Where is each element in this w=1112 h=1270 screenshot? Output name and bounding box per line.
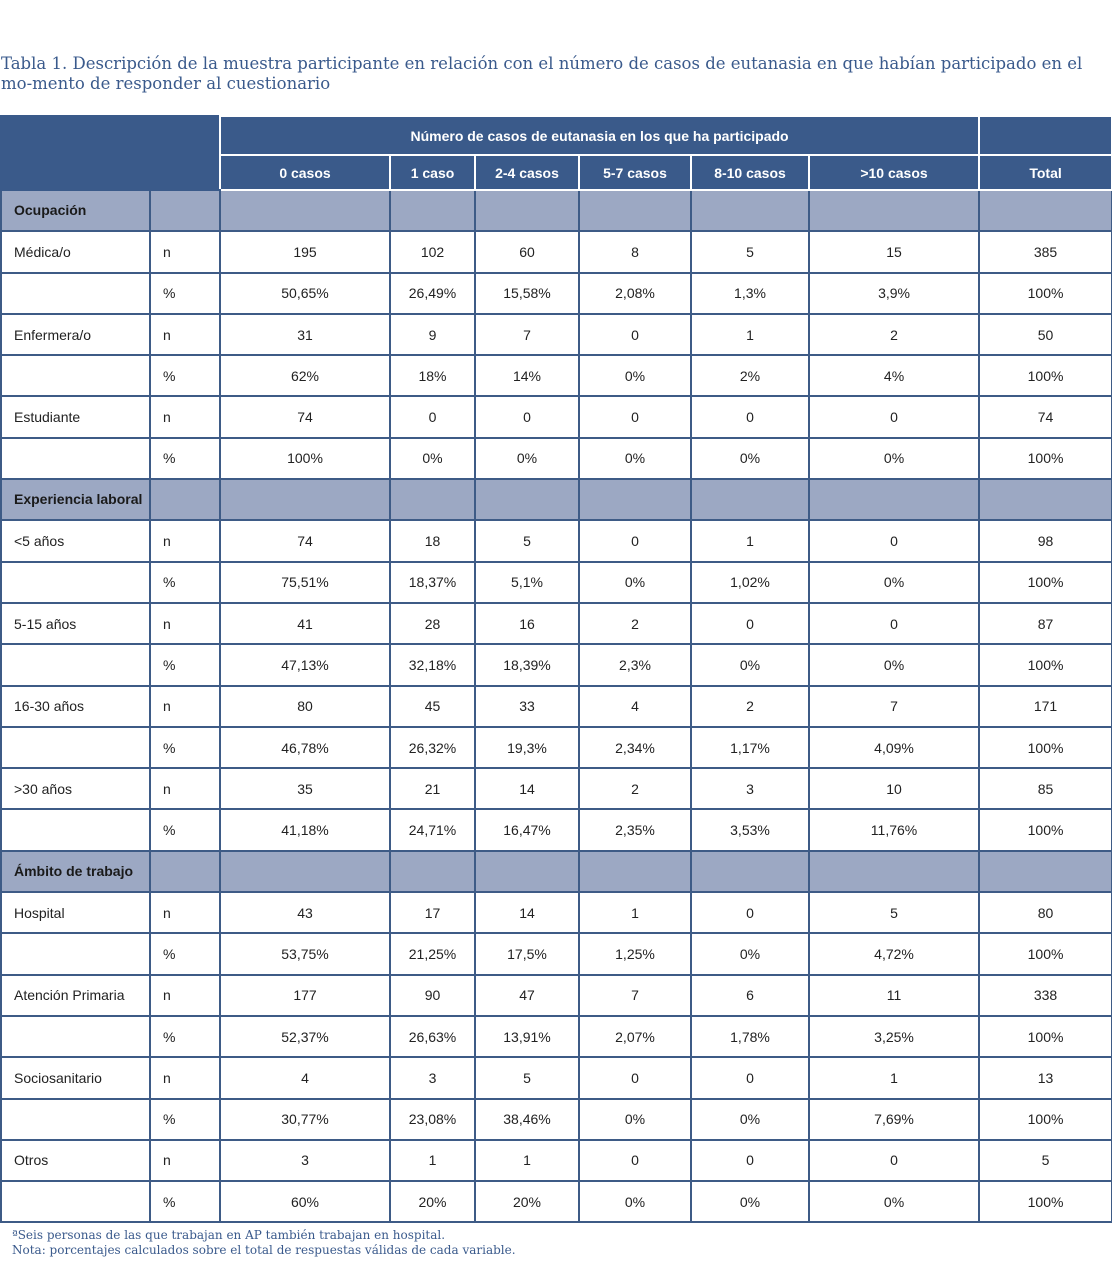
value-cell: 1 [691, 314, 809, 355]
row-unit: % [150, 1181, 220, 1222]
value-cell: 0% [809, 1181, 979, 1222]
table-row [1, 644, 1112, 685]
value-cell: 0% [809, 438, 979, 479]
row-label: <5 años [1, 520, 150, 561]
value-cell: 14% [475, 355, 579, 396]
value-cell: 31 [220, 314, 390, 355]
row-label: Atención Primaria [1, 975, 150, 1016]
value-cell: 47,13% [220, 644, 390, 685]
row-label [1, 273, 150, 314]
section-label: Ocupación [1, 190, 150, 231]
section-empty-cell [390, 851, 475, 892]
value-cell: 4,09% [809, 727, 979, 768]
value-cell: 98 [979, 520, 1112, 561]
value-cell: 2 [579, 768, 691, 809]
row-unit: n [150, 396, 220, 437]
value-cell: 100% [979, 1181, 1112, 1222]
table-row [1, 933, 1112, 974]
value-cell: 80 [220, 686, 390, 727]
value-cell: 100% [979, 1099, 1112, 1140]
section-empty-cell [220, 190, 390, 231]
value-cell: 0 [579, 1057, 691, 1098]
value-cell: 0 [691, 1140, 809, 1181]
row-label: Médica/o [1, 231, 150, 272]
section-empty-cell [809, 190, 979, 231]
value-cell: 1,17% [691, 727, 809, 768]
value-cell: 23,08% [390, 1099, 475, 1140]
row-unit: n [150, 314, 220, 355]
table-row [1, 768, 1112, 809]
section-empty-cell [691, 851, 809, 892]
section-empty-cell [475, 190, 579, 231]
value-cell: 3 [220, 1140, 390, 1181]
value-cell: 1 [691, 520, 809, 561]
section-row [1, 190, 1112, 231]
value-cell: 0% [809, 644, 979, 685]
row-label: Sociosanitario [1, 1057, 150, 1098]
table-row [1, 231, 1112, 272]
caption-text: Descripción de la muestra participante en relación con el número de casos de eutanasia en que habían participado en el mo-mento de responder al cuestionario [1, 54, 1083, 93]
value-cell: 0% [579, 355, 691, 396]
value-cell: 60% [220, 1181, 390, 1222]
value-cell: 1 [809, 1057, 979, 1098]
value-cell: 20% [475, 1181, 579, 1222]
value-cell: 0% [579, 1181, 691, 1222]
row-unit: n [150, 520, 220, 561]
section-empty-cell [475, 851, 579, 892]
value-cell: 0 [475, 396, 579, 437]
row-unit: % [150, 727, 220, 768]
value-cell: 18,39% [475, 644, 579, 685]
table-row [1, 809, 1112, 850]
column-header: Total [979, 155, 1112, 190]
table-row [1, 562, 1112, 603]
value-cell: 100% [979, 933, 1112, 974]
value-cell: 5 [475, 1057, 579, 1098]
value-cell: 1,78% [691, 1016, 809, 1057]
value-cell: 5 [691, 231, 809, 272]
value-cell: 0% [809, 562, 979, 603]
value-cell: 85 [979, 768, 1112, 809]
column-header: 8-10 casos [691, 155, 809, 190]
value-cell: 11 [809, 975, 979, 1016]
value-cell: 3,9% [809, 273, 979, 314]
value-cell: 4,72% [809, 933, 979, 974]
value-cell: 33 [475, 686, 579, 727]
value-cell: 16 [475, 603, 579, 644]
value-cell: 7 [579, 975, 691, 1016]
value-cell: 100% [979, 1016, 1112, 1057]
value-cell: 15,58% [475, 273, 579, 314]
row-label: 5-15 años [1, 603, 150, 644]
value-cell: 15 [809, 231, 979, 272]
row-unit: % [150, 355, 220, 396]
row-label [1, 644, 150, 685]
value-cell: 177 [220, 975, 390, 1016]
value-cell: 0 [579, 1140, 691, 1181]
row-unit: n [150, 975, 220, 1016]
value-cell: 0% [691, 933, 809, 974]
row-label [1, 727, 150, 768]
value-cell: 3,25% [809, 1016, 979, 1057]
column-header: 5-7 casos [579, 155, 691, 190]
value-cell: 32,18% [390, 644, 475, 685]
value-cell: 9 [390, 314, 475, 355]
value-cell: 3 [390, 1057, 475, 1098]
value-cell: 19,3% [475, 727, 579, 768]
table-row [1, 355, 1112, 396]
note: Nota: porcentajes calculados sobre el total de respuestas válidas de cada variable. [12, 1242, 516, 1257]
value-cell: 18 [390, 520, 475, 561]
data-table [0, 115, 1112, 1223]
value-cell: 0% [579, 1099, 691, 1140]
value-cell: 0 [579, 520, 691, 561]
value-cell: 5 [475, 520, 579, 561]
section-label: Ámbito de trabajo [1, 851, 150, 892]
value-cell: 100% [979, 644, 1112, 685]
value-cell: 0 [809, 1140, 979, 1181]
value-cell: 10 [809, 768, 979, 809]
row-label [1, 809, 150, 850]
value-cell: 100% [979, 273, 1112, 314]
value-cell: 0 [809, 603, 979, 644]
value-cell: 1,3% [691, 273, 809, 314]
row-unit: % [150, 438, 220, 479]
table-row [1, 273, 1112, 314]
table-notes [12, 1228, 516, 1257]
value-cell: 5 [809, 892, 979, 933]
value-cell: 41,18% [220, 809, 390, 850]
value-cell: 0 [809, 520, 979, 561]
value-cell: 2% [691, 355, 809, 396]
value-cell: 13 [979, 1057, 1112, 1098]
row-unit: n [150, 892, 220, 933]
value-cell: 0% [579, 438, 691, 479]
value-cell: 13,91% [475, 1016, 579, 1057]
value-cell: 2 [579, 603, 691, 644]
caption-label: Tabla 1. [1, 54, 68, 73]
table-row [1, 314, 1112, 355]
value-cell: 0% [691, 644, 809, 685]
section-empty-cell [150, 851, 220, 892]
value-cell: 24,71% [390, 809, 475, 850]
value-cell: 7 [475, 314, 579, 355]
table-row [1, 1057, 1112, 1098]
section-empty-cell [150, 479, 220, 520]
row-label: Estudiante [1, 396, 150, 437]
value-cell: 0% [691, 1099, 809, 1140]
section-empty-cell [220, 479, 390, 520]
value-cell: 20% [390, 1181, 475, 1222]
value-cell: 17,5% [475, 933, 579, 974]
column-header: >10 casos [809, 155, 979, 190]
table-caption [1, 54, 1101, 94]
row-unit: n [150, 603, 220, 644]
section-empty-cell [220, 851, 390, 892]
value-cell: 0% [475, 438, 579, 479]
value-cell: 74 [220, 396, 390, 437]
row-unit: % [150, 933, 220, 974]
value-cell: 62% [220, 355, 390, 396]
value-cell: 2 [809, 314, 979, 355]
value-cell: 2,07% [579, 1016, 691, 1057]
row-label: 16-30 años [1, 686, 150, 727]
row-label [1, 1016, 150, 1057]
value-cell: 74 [220, 520, 390, 561]
value-cell: 2,35% [579, 809, 691, 850]
section-empty-cell [475, 479, 579, 520]
table-row [1, 975, 1112, 1016]
value-cell: 14 [475, 768, 579, 809]
row-label [1, 1181, 150, 1222]
row-label [1, 438, 150, 479]
table-row [1, 1016, 1112, 1057]
value-cell: 0% [691, 438, 809, 479]
value-cell: 1,02% [691, 562, 809, 603]
row-label [1, 933, 150, 974]
row-label: >30 años [1, 768, 150, 809]
footnote: ªSeis personas de las que trabajan en AP también trabajan en hospital. [12, 1228, 446, 1242]
column-header: 0 casos [220, 155, 390, 190]
value-cell: 2 [691, 686, 809, 727]
value-cell: 0% [390, 438, 475, 479]
value-cell: 100% [979, 355, 1112, 396]
row-label [1, 1099, 150, 1140]
value-cell: 30,77% [220, 1099, 390, 1140]
value-cell: 50 [979, 314, 1112, 355]
value-cell: 26,49% [390, 273, 475, 314]
value-cell: 4 [579, 686, 691, 727]
table-header [1, 116, 1112, 190]
value-cell: 1 [390, 1140, 475, 1181]
section-empty-cell [390, 479, 475, 520]
table-row [1, 396, 1112, 437]
value-cell: 11,76% [809, 809, 979, 850]
table-row [1, 1099, 1112, 1140]
value-cell: 7 [809, 686, 979, 727]
value-cell: 5 [979, 1140, 1112, 1181]
value-cell: 21 [390, 768, 475, 809]
row-label [1, 562, 150, 603]
column-header: 1 caso [390, 155, 475, 190]
section-empty-cell [979, 479, 1112, 520]
value-cell: 3 [691, 768, 809, 809]
table-row [1, 520, 1112, 561]
section-empty-cell [979, 851, 1112, 892]
value-cell: 1 [579, 892, 691, 933]
row-unit: n [150, 768, 220, 809]
value-cell: 35 [220, 768, 390, 809]
value-cell: 195 [220, 231, 390, 272]
value-cell: 5,1% [475, 562, 579, 603]
row-label: Hospital [1, 892, 150, 933]
value-cell: 18,37% [390, 562, 475, 603]
value-cell: 87 [979, 603, 1112, 644]
table-row [1, 1140, 1112, 1181]
value-cell: 171 [979, 686, 1112, 727]
section-empty-cell [390, 190, 475, 231]
section-empty-cell [579, 190, 691, 231]
value-cell: 41 [220, 603, 390, 644]
table-row [1, 727, 1112, 768]
row-unit: n [150, 1140, 220, 1181]
row-unit: % [150, 1099, 220, 1140]
value-cell: 0 [691, 603, 809, 644]
row-label: Otros [1, 1140, 150, 1181]
value-cell: 18% [390, 355, 475, 396]
section-row [1, 851, 1112, 892]
value-cell: 102 [390, 231, 475, 272]
table-row [1, 1181, 1112, 1222]
row-unit: % [150, 809, 220, 850]
value-cell: 75,51% [220, 562, 390, 603]
section-empty-cell [579, 479, 691, 520]
section-empty-cell [691, 479, 809, 520]
value-cell: 38,46% [475, 1099, 579, 1140]
value-cell: 8 [579, 231, 691, 272]
value-cell: 53,75% [220, 933, 390, 974]
row-unit: % [150, 273, 220, 314]
row-unit: n [150, 1057, 220, 1098]
value-cell: 0% [691, 1181, 809, 1222]
value-cell: 0% [579, 562, 691, 603]
section-empty-cell [579, 851, 691, 892]
value-cell: 28 [390, 603, 475, 644]
section-empty-cell [809, 479, 979, 520]
value-cell: 100% [979, 727, 1112, 768]
row-unit: % [150, 1016, 220, 1057]
value-cell: 338 [979, 975, 1112, 1016]
table-body [1, 190, 1112, 1222]
value-cell: 0 [691, 1057, 809, 1098]
value-cell: 0 [809, 396, 979, 437]
value-cell: 2,3% [579, 644, 691, 685]
value-cell: 46,78% [220, 727, 390, 768]
value-cell: 0 [579, 396, 691, 437]
value-cell: 90 [390, 975, 475, 1016]
value-cell: 0 [691, 892, 809, 933]
value-cell: 0 [390, 396, 475, 437]
value-cell: 26,32% [390, 727, 475, 768]
value-cell: 1 [475, 1140, 579, 1181]
table-row [1, 603, 1112, 644]
value-cell: 14 [475, 892, 579, 933]
value-cell: 4% [809, 355, 979, 396]
section-empty-cell [691, 190, 809, 231]
row-unit: n [150, 231, 220, 272]
header-corner [1, 116, 220, 190]
value-cell: 16,47% [475, 809, 579, 850]
value-cell: 74 [979, 396, 1112, 437]
value-cell: 4 [220, 1057, 390, 1098]
value-cell: 50,65% [220, 273, 390, 314]
value-cell: 2,08% [579, 273, 691, 314]
value-cell: 45 [390, 686, 475, 727]
value-cell: 100% [220, 438, 390, 479]
value-cell: 2,34% [579, 727, 691, 768]
value-cell: 100% [979, 809, 1112, 850]
value-cell: 60 [475, 231, 579, 272]
value-cell: 3,53% [691, 809, 809, 850]
value-cell: 6 [691, 975, 809, 1016]
value-cell: 21,25% [390, 933, 475, 974]
value-cell: 52,37% [220, 1016, 390, 1057]
value-cell: 17 [390, 892, 475, 933]
section-label: Experiencia laboral [1, 479, 150, 520]
header-group-title: Número de casos de eutanasia en los que ha participado [220, 116, 979, 155]
row-label [1, 355, 150, 396]
section-empty-cell [809, 851, 979, 892]
section-empty-cell [150, 190, 220, 231]
row-unit: % [150, 644, 220, 685]
value-cell: 100% [979, 438, 1112, 479]
column-header: 2-4 casos [475, 155, 579, 190]
row-label: Enfermera/o [1, 314, 150, 355]
value-cell: 7,69% [809, 1099, 979, 1140]
table-row [1, 438, 1112, 479]
table-row [1, 686, 1112, 727]
value-cell: 100% [979, 562, 1112, 603]
row-unit: % [150, 562, 220, 603]
value-cell: 0 [579, 314, 691, 355]
header-total-top [979, 116, 1112, 155]
value-cell: 385 [979, 231, 1112, 272]
value-cell: 0 [691, 396, 809, 437]
row-unit: n [150, 686, 220, 727]
section-empty-cell [979, 190, 1112, 231]
value-cell: 26,63% [390, 1016, 475, 1057]
value-cell: 47 [475, 975, 579, 1016]
table-row [1, 892, 1112, 933]
value-cell: 80 [979, 892, 1112, 933]
value-cell: 43 [220, 892, 390, 933]
value-cell: 1,25% [579, 933, 691, 974]
section-row [1, 479, 1112, 520]
